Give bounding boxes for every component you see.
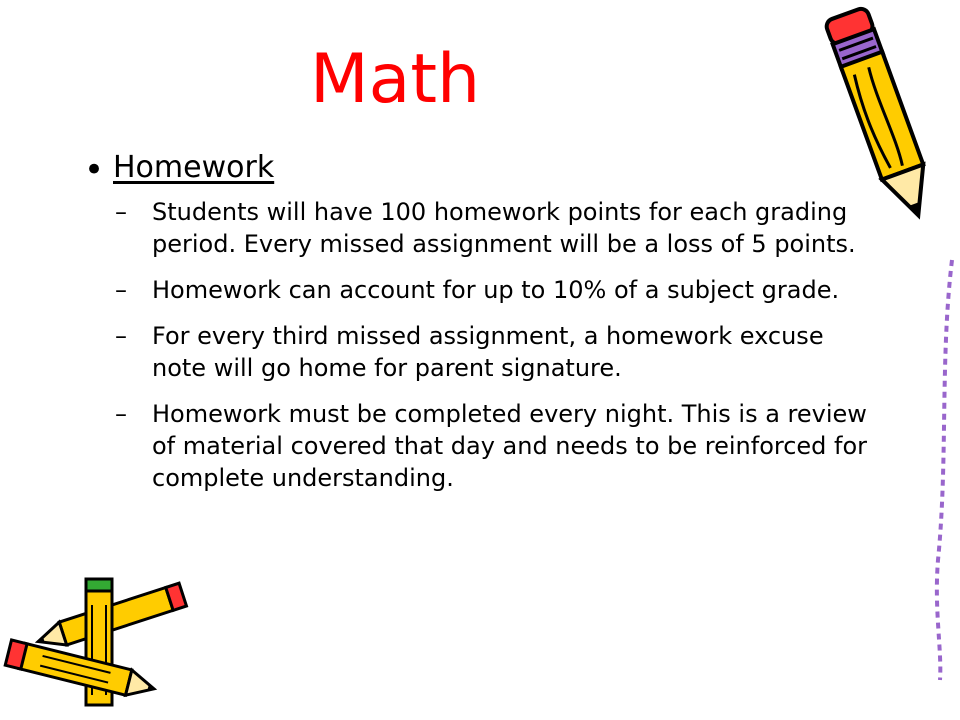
dash-marker: – [115, 276, 127, 304]
bullet-marker: • [84, 150, 105, 190]
list-item [115, 196, 885, 260]
slide-title: Math [310, 40, 481, 119]
list-item [115, 320, 885, 384]
pencil-clipart-cluster-icon [0, 575, 200, 720]
dash-marker: – [115, 400, 127, 428]
list-item-text: Homework must be completed every night. This is a review of material covered that day and needs to be reinforced for complete understanding. [152, 400, 868, 492]
list-item [115, 274, 885, 306]
list-item-text: Students will have 100 homework points for each grading period. Every missed assignment will be a loss of 5 points. [152, 198, 856, 258]
section-heading: Homework [113, 150, 275, 185]
list-item-text: For every third missed assignment, a homework excuse note will go home for parent signature. [152, 322, 824, 382]
dash-marker: – [115, 198, 127, 226]
pencil-clipart-large-icon [800, 0, 960, 720]
list-item [115, 398, 885, 494]
sub-bullet-list [115, 196, 885, 508]
dash-marker: – [115, 322, 127, 350]
list-item-text: Homework can account for up to 10% of a subject grade. [152, 276, 840, 304]
